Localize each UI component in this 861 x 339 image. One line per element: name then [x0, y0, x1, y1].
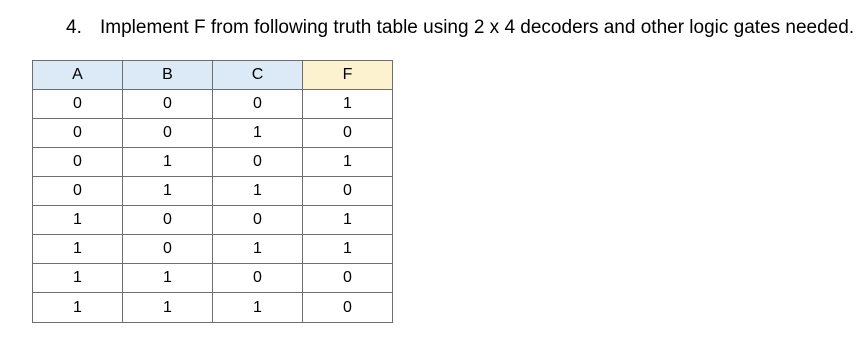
- cell-a: 0: [33, 177, 123, 206]
- cell-b: 1: [123, 293, 213, 323]
- cell-f: 0: [303, 264, 393, 293]
- table-row: [33, 264, 393, 293]
- question-number: 4.: [66, 17, 82, 38]
- cell-b: 0: [123, 119, 213, 148]
- cell-a: 1: [33, 293, 123, 323]
- table-row: [33, 206, 393, 235]
- cell-c: 0: [213, 90, 303, 119]
- cell-b: 1: [123, 148, 213, 177]
- table-row: [33, 177, 393, 206]
- cell-b: 0: [123, 206, 213, 235]
- table-row: [33, 293, 393, 323]
- cell-c: 0: [213, 148, 303, 177]
- question-line: [66, 16, 854, 40]
- table-row: [33, 148, 393, 177]
- table-row: [33, 235, 393, 264]
- table-row: [33, 119, 393, 148]
- cell-c: 0: [213, 206, 303, 235]
- cell-b: 1: [123, 264, 213, 293]
- cell-f: 0: [303, 119, 393, 148]
- cell-a: 1: [33, 235, 123, 264]
- cell-c: 1: [213, 293, 303, 323]
- cell-b: 0: [123, 90, 213, 119]
- cell-c: 1: [213, 235, 303, 264]
- question-text: Implement F from following truth table using 2 x 4 decoders and other logic gates needed.: [100, 17, 855, 38]
- header-f: F: [303, 61, 393, 90]
- cell-c: 1: [213, 119, 303, 148]
- header-a: A: [33, 61, 123, 90]
- cell-a: 0: [33, 90, 123, 119]
- cell-f: 0: [303, 293, 393, 323]
- header-b: B: [123, 61, 213, 90]
- cell-a: 1: [33, 206, 123, 235]
- cell-a: 0: [33, 148, 123, 177]
- cell-f: 0: [303, 177, 393, 206]
- cell-f: 1: [303, 148, 393, 177]
- truth-table: [32, 60, 393, 323]
- table-row: [33, 90, 393, 119]
- cell-b: 1: [123, 177, 213, 206]
- cell-c: 0: [213, 264, 303, 293]
- truth-table-header-row: [33, 61, 393, 90]
- cell-a: 0: [33, 119, 123, 148]
- cell-b: 0: [123, 235, 213, 264]
- header-c: C: [213, 61, 303, 90]
- cell-c: 1: [213, 177, 303, 206]
- cell-a: 1: [33, 264, 123, 293]
- cell-f: 1: [303, 90, 393, 119]
- cell-f: 1: [303, 235, 393, 264]
- cell-f: 1: [303, 206, 393, 235]
